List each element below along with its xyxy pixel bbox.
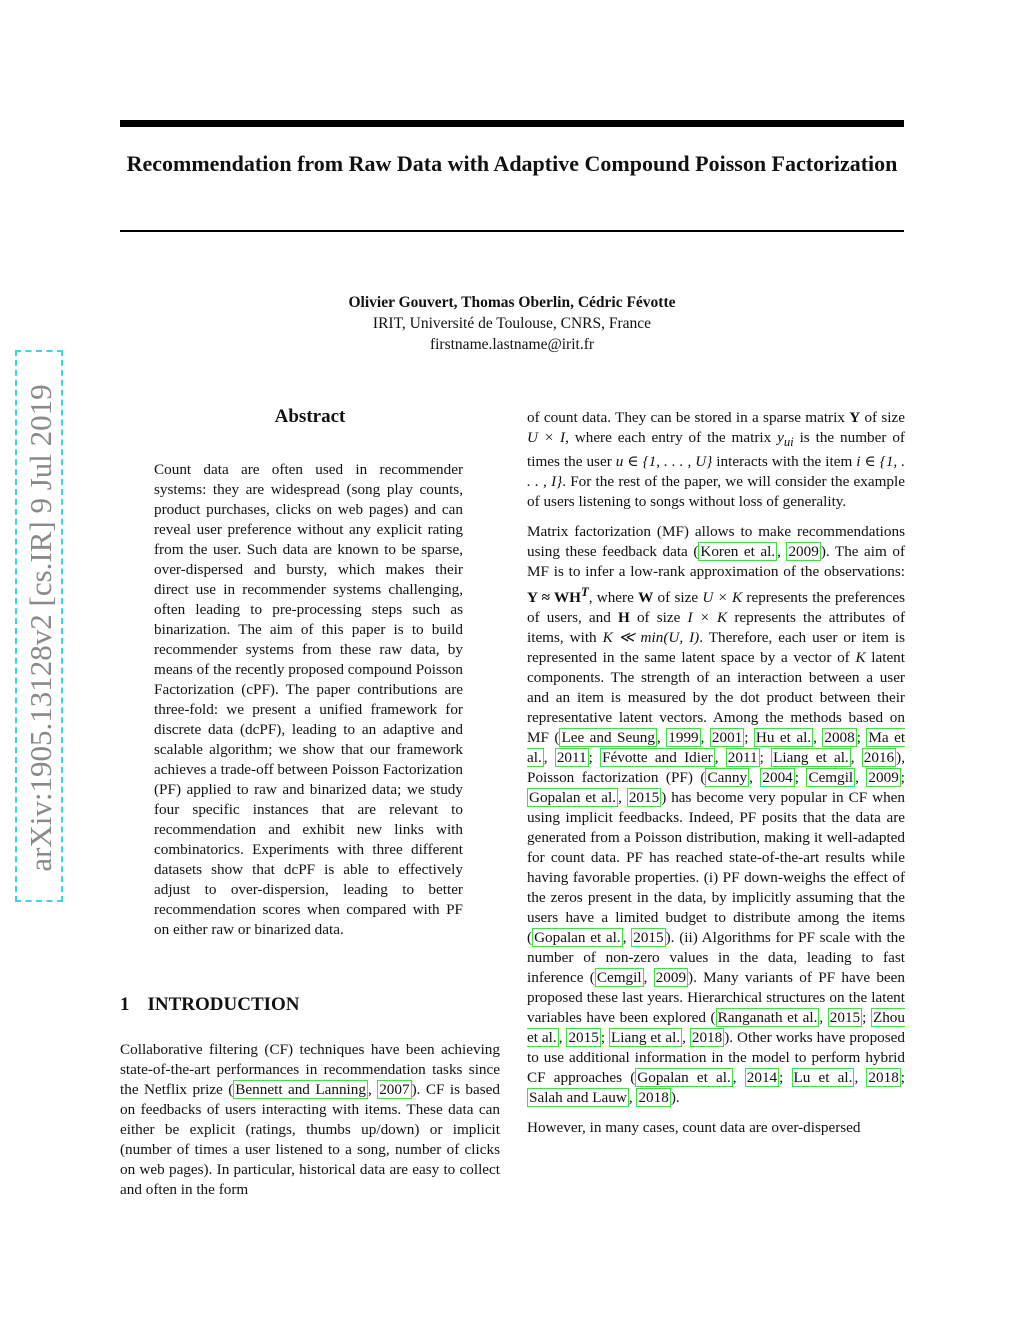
section-heading [120,992,500,1018]
citation-link[interactable]: Salah and Lauw [529,1089,627,1107]
abstract-body: Count data are often used in recommender systems: they are widespread (song play counts, product purchases, clicks on web pages) and can reveal user preference without any explicit rating from the user. Such data are known to be sparse, over-dispersed and bursty, which makes their direct use in recommender systems challenging, often leading to pre-processing steps such as binarization. The aim of this paper is to build recommender systems from these raw data, by means of the recently proposed compound Poisson Factorization (cPF). The paper contributions are three-fold: we present a unified framework for discrete data (dcPF), leading to an adaptive and scalable algorithm; we show that our framework achieves a trade-off between Poisson Factorization (PF) applied to raw and binarized data; we study four specific instances that are relevant to recommendation and exhibit new links with combinatorics. Experiments with three different datasets show that dcPF is able to effectively adjust to over-dispersion, leading to better recommendation scores when compared with PF on either raw or binarized data. [154,461,463,938]
arxiv-stamp[interactable] [15,350,63,902]
top-rule [120,120,904,127]
math-expression: $Y \approx WH^T$ [527,585,589,607]
citation-link[interactable]: 2004 [762,769,793,787]
body-paragraph: Matrix factorization (MF) allows to make recommendations using these feedback data ( Koren et al. , 2009 ). The aim of MF is to infer a low-rank approximation of the observations: $Y \approx WH^T$, where W of size U × K represents the preferences of users, and H of size I × K represents the attributes of items, with K ≪ min(U, I). Therefore, each user or item is represented in the same latent space by a vector of K latent components. The strength of an interaction between a user and an item is measured by the dot product between their representative latent vectors. Among the methods based on MF ( Lee and Seung , 1999 , 2001 ; Hu et al. , 2008 ; Ma et al. , 2011 ; Févotte and Idier , 2011 ; Liang et al. , 2016 ), Poisson factorization (PF) ( Canny , 2004 ; Cemgil , 2009 ; Gopalan et al. , 2015 ) has become very popular in CF when using implicit feedbacks. Indeed, PF posits that the data are generated from a Poisson distribution, making it well-adapted for count data. PF has reached state-of-the-art results while having favorable properties. (i) PF down-weighs the effect of the zeros present in the data, by implicitly assuming that the users have a limited budget to distribute among the items ( Gopalan et al. , 2015 ). (ii) Algorithms for PF scale with the number of non-zero values in the data, leading to fast inference ( Cemgil , 2009 ). Many variants of PF have been proposed these last years. Hierarchical structures on the latent variables have been explored ( Ranganath et al. , 2015 ; Zhou et al. , 2015 ; Liang et al. , 2018 ). Other works have proposed to use additional information in the model to perform hybrid CF approaches ( Gopalan et al. , 2014 ; Lu et al. , 2018 ; Salah and Lauw , 2018 ). [527,523,906,1107]
math-symbol: H [617,609,630,627]
math-expression: K ≪ min(U, I) [602,629,700,647]
citation-link[interactable]: Févotte and Idier [602,749,713,767]
citation-link[interactable]: 2008 [824,729,855,747]
citation-link[interactable]: 2015 [829,1009,861,1027]
math-symbol: Y [849,409,861,426]
affiliation: IRIT, Université de Toulouse, CNRS, France [372,315,652,332]
body-paragraph: of count data. They can be stored in a sparse matrix Y of size U × I, where each entry of the matrix $y_{ui}$ is the number of times the user u ∈ {1, . . . , U} interacts with the item i ∈ {1, . . . , I}. For the rest of the paper, we will consider the example of users listening to songs without loss of generality. [527,409,905,511]
citation-link[interactable]: 2009 [868,769,899,787]
left-column [120,404,500,1200]
citation-link[interactable]: 2018 [868,1069,899,1087]
title-rule [120,230,904,232]
citation-link[interactable]: 2015 [628,789,660,807]
citation-link[interactable]: Cemgil [596,969,642,987]
citation-link[interactable]: 2016 [863,749,895,767]
intro-paragraph: Collaborative filtering (CF) techniques have been achieving state-of-the-art performances in recommendation tasks since the Netflix prize ( Bennett and Lanning , 2007 ). CF is based on feedbacks of users interacting with items. These data can either be explicit (ratings, thumbs up/down) or implicit (number of times a user listened to a song, number of clicks on web pages). In particular, historical data are easy to collect and often in the form [120,1041,501,1198]
math-expression: I × K [687,609,728,627]
citation-link[interactable]: Liang et al. [611,1029,681,1047]
citation-link[interactable]: 1999 [668,729,699,747]
paper-title: Recommendation from Raw Data with Adaptive Compound Poisson Factorization [126,151,898,176]
citation-link[interactable]: Liang et al. [773,749,849,767]
citation-link[interactable]: Lee and Seung [561,729,655,747]
right-column [527,408,905,1138]
citation-link[interactable]: Canny [707,769,748,787]
email: firstname.lastname@irit.fr [429,336,595,353]
citation-link[interactable]: Gopalan et al. [637,1069,731,1087]
citation-link[interactable]: 2015 [568,1029,599,1047]
citation-link[interactable]: 2018 [691,1029,723,1047]
citation-link[interactable]: 2018 [638,1089,669,1107]
citation-link[interactable]: Ma et al. [527,729,906,767]
math-expression: i ∈ {1, . . . , I} [527,453,905,491]
math-symbol: $y_{ui}$ [777,429,794,450]
citation-link[interactable]: Gopalan et al. [534,929,621,947]
citation-link[interactable]: Ranganath et al. [717,1009,818,1027]
citation-link[interactable]: 2011 [556,749,587,767]
math-symbol: K [855,649,866,667]
math-expression: U × K [702,589,743,607]
citation-link[interactable]: Gopalan et al. [529,789,617,807]
math-symbol: W [638,589,654,607]
citation-link[interactable]: 2009 [655,969,687,987]
citation-link[interactable]: 2015 [633,929,664,947]
arxiv-id[interactable]: arXiv:1905.13128v2 [cs.IR] 9 Jul 2019 [23,384,58,872]
math-expression: U × I [527,429,566,446]
citation-link[interactable]: Lu et al. [793,1069,853,1087]
citation-link[interactable]: 2001 [711,729,743,747]
citation-link[interactable]: Hu et al. [755,729,812,747]
citation-link[interactable]: Bennett and Lanning [235,1081,366,1098]
author-block [120,292,904,355]
citation-link[interactable]: 2009 [788,543,819,561]
citation-link[interactable]: Zhou et al. [527,1009,905,1047]
abstract-heading: Abstract [274,406,346,427]
citation-link[interactable]: 2014 [746,1069,778,1087]
math-expression: u ∈ {1, . . . , U} [615,453,713,471]
citation-link[interactable]: Koren et al. [700,543,776,561]
citation-link[interactable]: Cemgil [808,769,854,787]
citation-link[interactable]: 2007 [379,1081,410,1098]
citation-link[interactable]: 2011 [727,749,758,767]
section-title: INTRODUCTION [147,994,300,1015]
author-names: Olivier Gouvert, Thomas Oberlin, Cédric Févotte [348,294,676,311]
section-number: 1 [120,994,130,1015]
body-paragraph: However, in many cases, count data are over-dispersed [527,1119,861,1137]
